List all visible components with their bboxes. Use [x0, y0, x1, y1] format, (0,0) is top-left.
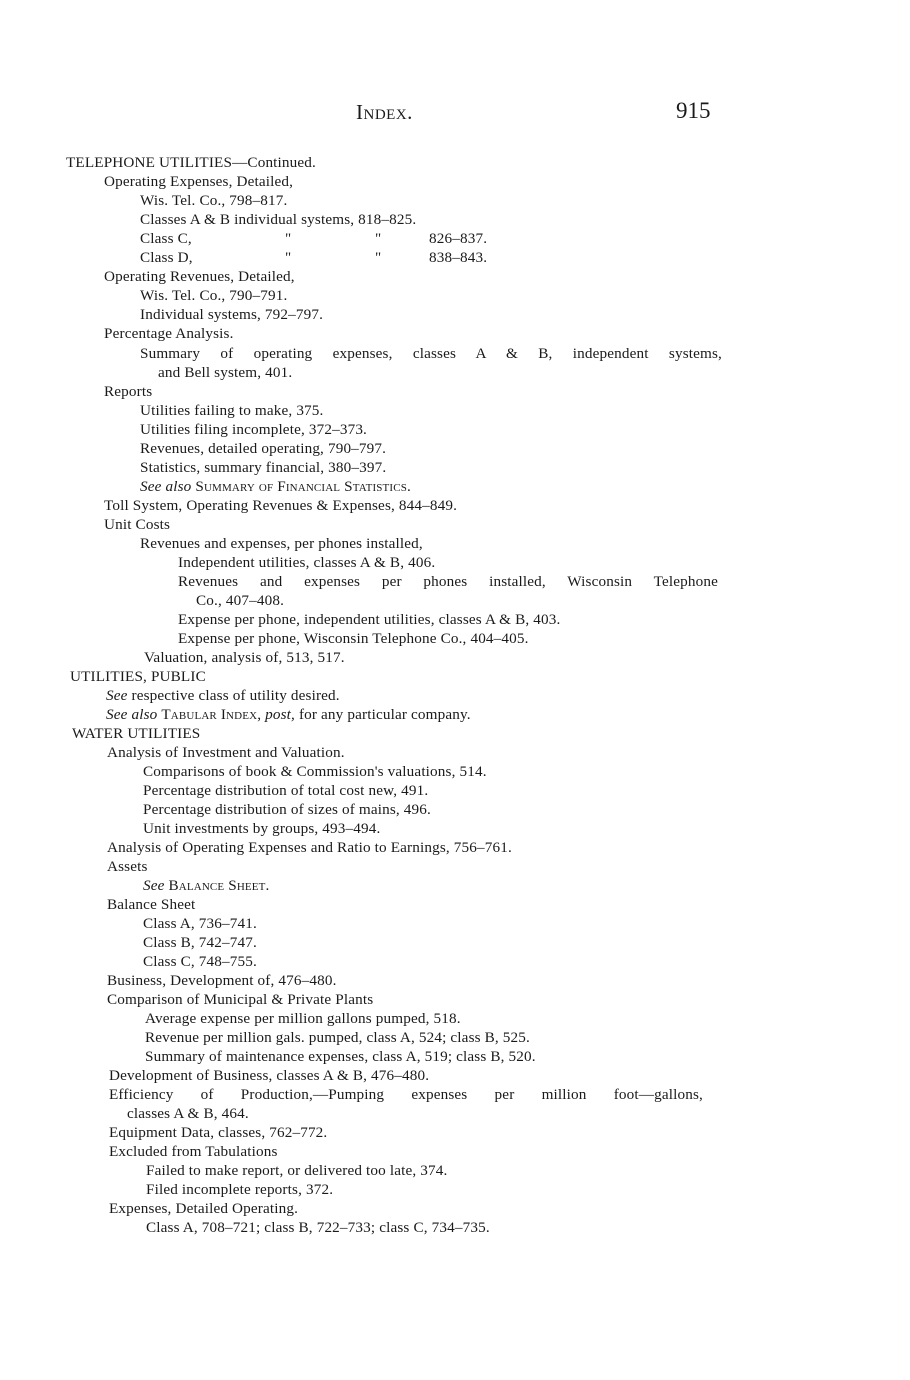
index-entry: Efficiency of Production,—Pumping expenses per million foot—gallons, [109, 1086, 703, 1103]
index-subentry: Wis. Tel. Co., 798–817. [140, 192, 288, 209]
index-subsubentry: Expense per phone, independent utilities, classes A & B, 403. [178, 611, 561, 628]
index-subentry: Class D, " " 838–843. [140, 249, 488, 266]
index-subentry: Revenue per million gals. pumped, class A, 524; class B, 525. [145, 1029, 530, 1046]
index-entry: Assets [107, 858, 148, 875]
index-subentry: Valuation, analysis of, 513, 517. [144, 649, 345, 666]
page-number: 915 [676, 98, 711, 123]
cross-reference: See also Tabular Index, post, for any particular company. [106, 706, 471, 723]
index-subentry: Revenues, detailed operating, 790–797. [140, 440, 387, 457]
index-subentry: Comparisons of book & Commission's valuations, 514. [143, 763, 487, 780]
index-subentry: Classes A & B individual systems, 818–825. [140, 211, 417, 228]
index-entry: Equipment Data, classes, 762–772. [109, 1124, 328, 1141]
index-entry: Percentage Analysis. [104, 325, 234, 342]
index-entry: Unit Costs [104, 516, 171, 533]
index-entry: Balance Sheet [107, 896, 196, 913]
index-subentry: Filed incomplete reports, 372. [146, 1181, 334, 1198]
index-entry: Business, Development of, 476–480. [107, 972, 337, 989]
index-entry: Toll System, Operating Revenues & Expenses, 844–849. [104, 497, 458, 514]
cross-reference: See Balance Sheet. [143, 877, 270, 894]
index-subentry: Individual systems, 792–797. [140, 306, 324, 323]
index-subentry: Average expense per million gallons pumped, 518. [145, 1010, 461, 1027]
page-title: Index. [356, 100, 413, 124]
index-subentry: Wis. Tel. Co., 790–791. [140, 287, 288, 304]
index-subentry: Utilities failing to make, 375. [140, 402, 324, 419]
index-heading: UTILITIES, PUBLIC [70, 668, 206, 685]
index-subentry: Statistics, summary financial, 380–397. [140, 459, 387, 476]
index-entry: Comparison of Municipal & Private Plants [107, 991, 374, 1008]
index-subentry: Percentage distribution of total cost new, 491. [143, 782, 429, 799]
index-subentry: Failed to make report, or delivered too late, 374. [146, 1162, 448, 1179]
index-subentry: Class A, 736–741. [143, 915, 257, 932]
cross-reference: See also Summary of Financial Statistics. [140, 478, 411, 495]
index-subsubentry: Expense per phone, Wisconsin Telephone Co., 404–405. [178, 630, 529, 647]
index-entry: Operating Expenses, Detailed, [104, 173, 294, 190]
index-subsubentry: Independent utilities, classes A & B, 406. [178, 554, 436, 571]
index-entry: Development of Business, classes A & B, 476–480. [109, 1067, 430, 1084]
index-subsubentry-continued: Co., 407–408. [196, 592, 285, 609]
index-subentry: Class B, 742–747. [143, 934, 257, 951]
index-heading: TELEPHONE UTILITIES—Continued. [66, 154, 316, 171]
index-subentry: Class A, 708–721; class B, 722–733; class C, 734–735. [146, 1219, 490, 1236]
index-subentry: Unit investments by groups, 493–494. [143, 820, 381, 837]
index-entry: Analysis of Investment and Valuation. [107, 744, 345, 761]
index-subsubentry: Revenues and expenses per phones installed, Wisconsin Telephone [178, 573, 718, 590]
index-entry-continued: classes A & B, 464. [127, 1105, 249, 1122]
index-subentry: Summary of maintenance expenses, class A, 519; class B, 520. [145, 1048, 536, 1065]
index-subentry-continued: and Bell system, 401. [158, 364, 293, 381]
index-subentry: Utilities filing incomplete, 372–373. [140, 421, 368, 438]
index-subentry: Revenues and expenses, per phones installed, [140, 535, 423, 552]
index-entry: Expenses, Detailed Operating. [109, 1200, 299, 1217]
index-heading: WATER UTILITIES [72, 725, 201, 742]
index-entry: Reports [104, 383, 153, 400]
index-entry: Analysis of Operating Expenses and Ratio to Earnings, 756–761. [107, 839, 512, 856]
index-subentry: Percentage distribution of sizes of mains, 496. [143, 801, 431, 818]
index-entry: Operating Revenues, Detailed, [104, 268, 295, 285]
cross-reference: See respective class of utility desired. [106, 687, 340, 704]
index-subentry: Class C, 748–755. [143, 953, 257, 970]
index-entry: Excluded from Tabulations [109, 1143, 278, 1160]
index-subentry: Class C, " " 826–837. [140, 230, 488, 247]
index-subentry: Summary of operating expenses, classes A & B, independent systems, [140, 345, 722, 362]
